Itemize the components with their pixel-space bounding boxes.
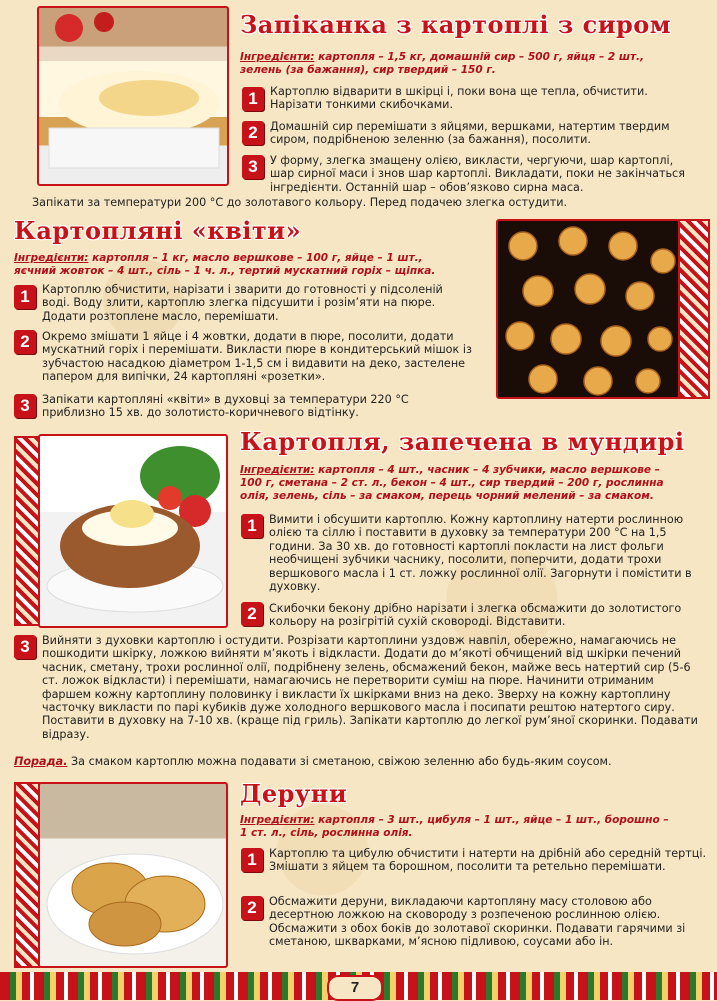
recipe4-ingredients: Інгредієнти: картопля – 3 шт., цибуля – 1 шт., яйце – 1 шт., борошно – 1 ст. л., сіль, рослинна олія. (240, 814, 669, 839)
baked-potato-photo (38, 434, 228, 628)
recipe2-step3: Запікати картопляні «квіти» в духовці за температури 220 °C приблизно 15 хв. до золотисто-коричневого відтінку. (42, 393, 409, 420)
page-number: 7 (327, 975, 383, 1001)
step-number: 2 (242, 121, 264, 145)
recipe1-tail: Запікати за температури 200 °C до золотавого кольору. Перед подачею злегка остудити. (32, 196, 568, 209)
step-number: 2 (241, 602, 263, 626)
tip-label: Порада. (14, 755, 68, 768)
recipe2-step1: Картоплю обчистити, нарізати і зварити до готовності у підсоленій воді. Воду злити, картоплю злегка підсушити і розім’яти на пюре. Додати розтоплене масло, перемішати. (42, 283, 443, 323)
embroidery-border-left-2 (14, 782, 40, 968)
casserole-photo (37, 6, 229, 186)
recipe2-title: Картопляні «квіти» (14, 216, 302, 245)
recipe1-step2: Домашній сир перемішати з яйцями, вершками, натертим твердим сиром, подрібненою зеленню (за бажання), посолити. (270, 120, 670, 147)
recipe3-step3: Вийняти з духовки картоплю і остудити. Розрізати картоплини уздовж навпіл, обережно, намагаючись не пошкодити шкірку, ложкою вийняти м’якоть і відкласти. Додати до м’якоті обчищений від шкірки печений часник, сметану, трохи рослинної олії, подрібнену зелень, обсмажений бекон, майже весь натертий сир (5-6 ст. ложок відкласти) і перемішати, намагаючись не перетворити суміш на пюре. Начинити отриманим фаршем кожну картоплину половинку і викласти їх шкірками вниз на деко. Зверху на кожну картоплину часточку викласти по парі кубиків дуже холодного вершкового масла і посипати рештою натертого сиру. Поставити в духовку на 7-10 хв. (краще під гриль). Запікати картоплю до легкої рум’яної скоринки. Подавати відразу. (42, 634, 698, 741)
deruny-illustration (40, 784, 226, 966)
recipe3-step2: Скибочки бекону дрібно нарізати і злегка обсмажити до золотистого кольору на розігрітій сухій сковороді. Відставити. (269, 602, 682, 629)
recipe3-title: Картопля, запечена в мундирі (240, 427, 685, 456)
recipe1-ingredients: Інгредієнти: картопля – 1,5 кг, домашній сир – 500 г, яйця – 2 шт., зелень (за бажання), сир твердий – 150 г. (240, 51, 645, 76)
step-number: 1 (241, 848, 263, 872)
baked-potato-illustration (40, 436, 226, 626)
step-number: 2 (241, 896, 263, 920)
recipe4-step2: Обсмажити деруни, викладаючи картопляну масу столовою або десертною ложкою на сковороду з розпеченою рослинною олією. Обсмажити з обох боків до золотавої скоринки. Подавати гарячими зі сметаною, шкварками, м’ясною підливою, соусами або ін. (269, 895, 686, 949)
ingredients-label: Інгредієнти: (240, 51, 315, 63)
recipe2-step2: Окремо змішати 1 яйце і 4 жовтки, додати в пюре, посолити, додати мускатний горіх і перемішати. Викласти пюре в кондитерський мішок із зубчастою насадкою діаметром 1-1,5 см і видавити на деко, застелене папером для випічки, 24 картопляні «розетки». (42, 330, 472, 384)
step-number: 1 (14, 285, 36, 309)
recipe3-step1: Вимити і обсушити картоплю. Кожну картоплину натерти рослинною олією та сіллю і поставити в духовку за температури 200 °C на 1,5 години. За 30 хв. до готовності картоплі покласти на лист фольги необчищені зубчики часнику, посолити, поперчити, додати трохи вершкового масла і 1 ст. ложку рослинної олії. Загорнути і помістити в духовку. (269, 513, 692, 594)
recipe2-ingredients: Інгредієнти: картопля – 1 кг, масло вершкове – 100 г, яйце – 1 шт., яєчний жовток – 4 шт., сіль – 1 ч. л., тертий мускатний горіх – щіпка. (14, 252, 436, 277)
recipe1-step3: У форму, злегка змащену олією, викласти, чергуючи, шар картоплі, шар сирної маси і знов шар картоплі. Викладати, поки не закінчаться інгредієнти. Останній шар – обов’язково сирна маса. (270, 154, 685, 194)
recipe1-title: Запіканка з картоплі з сиром (240, 10, 672, 39)
recipe4-title: Деруни (240, 779, 348, 808)
deruny-photo (38, 782, 228, 968)
ingredients-label: Інгредієнти: (14, 252, 89, 264)
recipe3-ingredients: Інгредієнти: картопля – 4 шт., часник – 4 зубчики, масло вершкове – 100 г, сметана – 2 ст. л., бекон – 4 шт., сир твердий – 200 г, рослинна олія, зелень, сіль – за смаком, перець чорний мелений – за смаком. (240, 464, 664, 502)
recipe3-tip: Порада. За смаком картоплю можна подавати зі сметаною, свіжою зеленню або будь-яким соусом. (14, 755, 612, 768)
step-number: 1 (242, 87, 264, 111)
ingredients-label: Інгредієнти: (240, 464, 315, 476)
recipe1-step1: Картоплю відварити в шкірці і, поки вона ще тепла, обчистити. Нарізати тонкими скибочками. (270, 85, 648, 112)
recipe4-step1: Картоплю та цибулю обчистити і натерти на дрібній або середній тертці. Змішати з яйцем та борошном, посолити та ретельно перемішати. (269, 847, 707, 874)
casserole-illustration (39, 8, 227, 184)
potato-rosettes-illustration (498, 221, 678, 397)
potato-flowers-photo (496, 219, 680, 399)
ingredients-label: Інгредієнти: (240, 814, 315, 826)
step-number: 3 (14, 635, 36, 659)
embroidery-border-left (14, 436, 40, 626)
step-number: 2 (14, 330, 36, 354)
step-number: 3 (242, 155, 264, 179)
embroidery-border-right (678, 219, 710, 399)
step-number: 1 (241, 514, 263, 538)
step-number: 3 (14, 394, 36, 418)
